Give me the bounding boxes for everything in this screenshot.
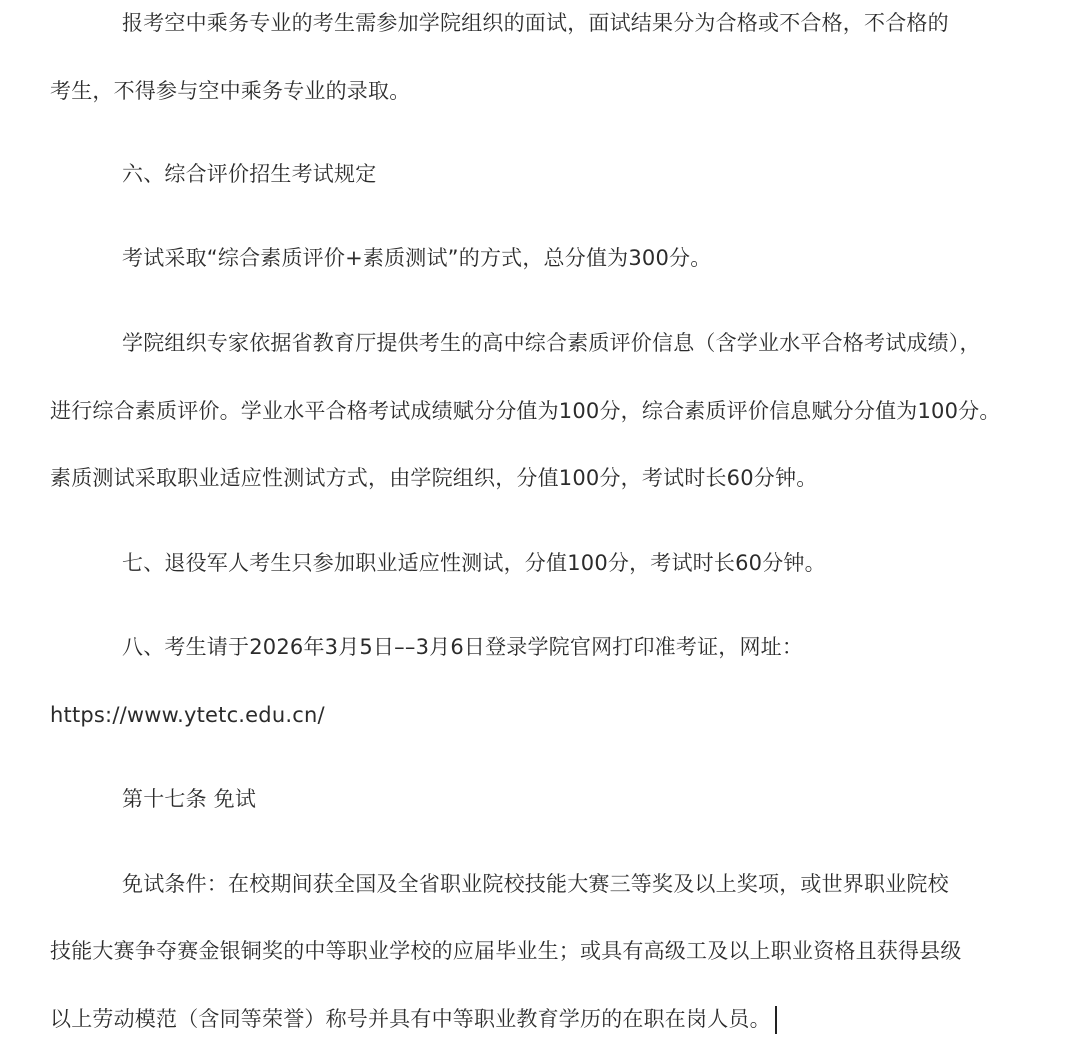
text-cursor: [775, 1006, 777, 1034]
paragraph-evaluation-line-1: 学院组织专家依据省教育厅提供考生的高中综合素质评价信息（含学业水平合格考试成绩），: [122, 331, 981, 355]
paragraph-exemption-line-3: 以上劳动模范（含同等荣誉）称号并具有中等职业教育学历的在职在岗人员。: [50, 1007, 771, 1031]
heading-article-seventeen: 第十七条 免试: [122, 787, 257, 811]
paragraph-section-seven: 七、退役军人考生只参加职业适应性测试，分值100分，考试时长60分钟。: [122, 551, 826, 575]
website-url-link[interactable]: https://www.ytetc.edu.cn/: [50, 703, 325, 727]
paragraph-airline-interview-line-1: 报考空中乘务专业的考生需参加学院组织的面试，面试结果分为合格或不合格，不合格的: [122, 11, 949, 35]
paragraph-section-eight: 八、考生请于2026年3月5日––3月6日登录学院官网打印准考证，网址：: [122, 635, 804, 659]
paragraph-exemption-line-3-wrap: [50, 1004, 777, 1034]
paragraph-evaluation-line-2: 进行综合素质评价。学业水平合格考试成绩赋分分值为100分，综合素质评价信息赋分分值为100分。: [50, 399, 1001, 423]
paragraph-airline-interview-line-2: 考生，不得参与空中乘务专业的录取。: [50, 79, 411, 103]
paragraph-exam-method: 考试采取“综合素质评价+素质测试”的方式，总分值为300分。: [122, 246, 712, 270]
paragraph-exemption-line-1: 免试条件：在校期间获全国及全省职业院校技能大赛三等奖及以上奖项，或世界职业院校: [122, 872, 949, 896]
paragraph-exemption-line-2: 技能大赛争夺赛金银铜奖的中等职业学校的应届毕业生；或具有高级工及以上职业资格且获得县级: [50, 939, 962, 963]
paragraph-evaluation-line-3: 素质测试采取职业适应性测试方式，由学院组织，分值100分，考试时长60分钟。: [50, 466, 818, 490]
heading-section-six: 六、综合评价招生考试规定: [122, 162, 377, 186]
